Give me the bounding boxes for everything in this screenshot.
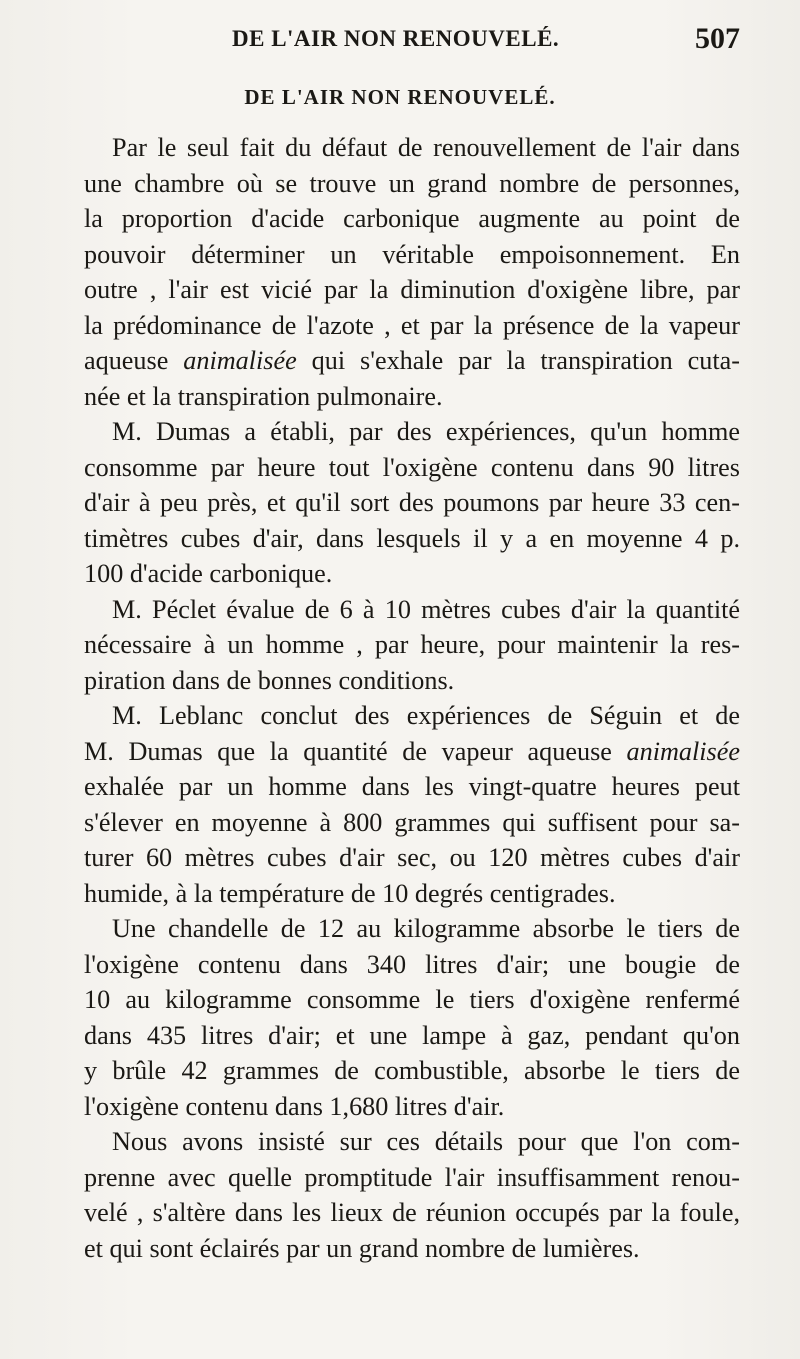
text-line — [56, 343, 740, 379]
italic-term: animalisée — [626, 736, 740, 766]
running-head — [232, 22, 740, 62]
text-line: et qui sont éclairés par un grand nombre de lumières. — [84, 1233, 640, 1263]
text-line: une chambre où se trouve un grand nombre de personnes, — [84, 168, 740, 198]
text-line: Par le seul fait du défaut de renouvellement de l'air dans — [112, 133, 740, 162]
text-line: la prédominance de l'azote , et par la présence de la vapeur — [84, 310, 740, 340]
text-line: 100 d'acide carbonique. — [84, 559, 333, 588]
text-line: velé , s'altère dans les lieux de réunion occupés par la foule, — [84, 1198, 740, 1227]
page-number: 507 — [695, 22, 740, 55]
text-line: outre , l'air est vicié par la diminution d'oxigène libre, par — [84, 275, 740, 304]
text-line: piration dans de bonnes conditions. — [84, 665, 455, 695]
text-run: qui s'exhale par la transpiration cuta- — [296, 346, 740, 375]
text-line: timètres cubes d'air, dans lesquels il y a en moyenne 4 p. — [84, 523, 740, 553]
text-line: Nous avons insisté sur ces détails pour que l'on com- — [112, 1127, 740, 1156]
section-title: DE L'AIR NON RENOUVELÉ. — [244, 85, 556, 109]
text-line: d'air à peu près, et qu'il sort des poumons par heure 33 cen- — [84, 488, 740, 517]
body-text — [56, 130, 740, 1266]
text-line: consomme par heure tout l'oxigène contenu dans 90 litres — [84, 452, 740, 482]
running-title: DE L'AIR NON RENOUVELÉ. — [232, 26, 560, 51]
paragraph-5 — [56, 911, 740, 1124]
text-line: Une chandelle de 12 au kilogramme absorbe le tiers de — [112, 914, 740, 943]
text-line: M. Dumas a établi, par des expériences, qu'un homme — [112, 417, 740, 446]
text-line: l'oxigène contenu dans 1,680 litres d'air. — [84, 1091, 505, 1121]
text-line: la proportion d'acide carbonique augmente au point de — [84, 204, 740, 233]
text-line: l'oxigène contenu dans 340 litres d'air; une bougie de — [84, 949, 740, 979]
text-line: M. Péclet évalue de 6 à 10 mètres cubes d'air la quantité — [112, 594, 740, 624]
italic-term: animalisée — [183, 346, 297, 375]
paragraph-2 — [56, 414, 740, 592]
text-line: y brûle 42 grammes de combustible, absorbe le tiers de — [84, 1056, 740, 1085]
text-line: exhalée par un homme dans les vingt-quatre heures peut — [84, 772, 740, 801]
text-line: turer 60 mètres cubes d'air sec, ou 120 mètres cubes d'air — [84, 843, 740, 872]
text-line: née et la transpiration pulmonaire. — [84, 381, 443, 411]
text-line: nécessaire à un homme , par heure, pour maintenir la res- — [84, 630, 740, 659]
text-line: dans 435 litres d'air; et une lampe à gaz, pendant qu'on — [84, 1020, 740, 1050]
text-line: pouvoir déterminer un véritable empoisonnement. En — [84, 239, 740, 269]
paragraph-4 — [56, 698, 740, 911]
paragraph-1 — [56, 130, 740, 414]
text-line — [56, 734, 740, 770]
text-line: s'élever en moyenne à 800 grammes qui suffisent pour sa- — [84, 807, 740, 837]
text-run: M. Dumas que la quantité de vapeur aqueuse — [84, 736, 627, 766]
text-line: humide, à la température de 10 degrés centigrades. — [84, 878, 616, 908]
paragraph-3 — [56, 592, 740, 699]
paragraph-6 — [56, 1124, 740, 1266]
text-line: M. Leblanc conclut des expériences de Séguin et de — [112, 701, 740, 730]
text-line: prenne avec quelle promptitude l'air insuffisamment renou- — [84, 1162, 740, 1192]
text-run: aqueuse — [84, 346, 184, 375]
text-line: 10 au kilogramme consomme le tiers d'oxigène renfermé — [84, 985, 740, 1014]
